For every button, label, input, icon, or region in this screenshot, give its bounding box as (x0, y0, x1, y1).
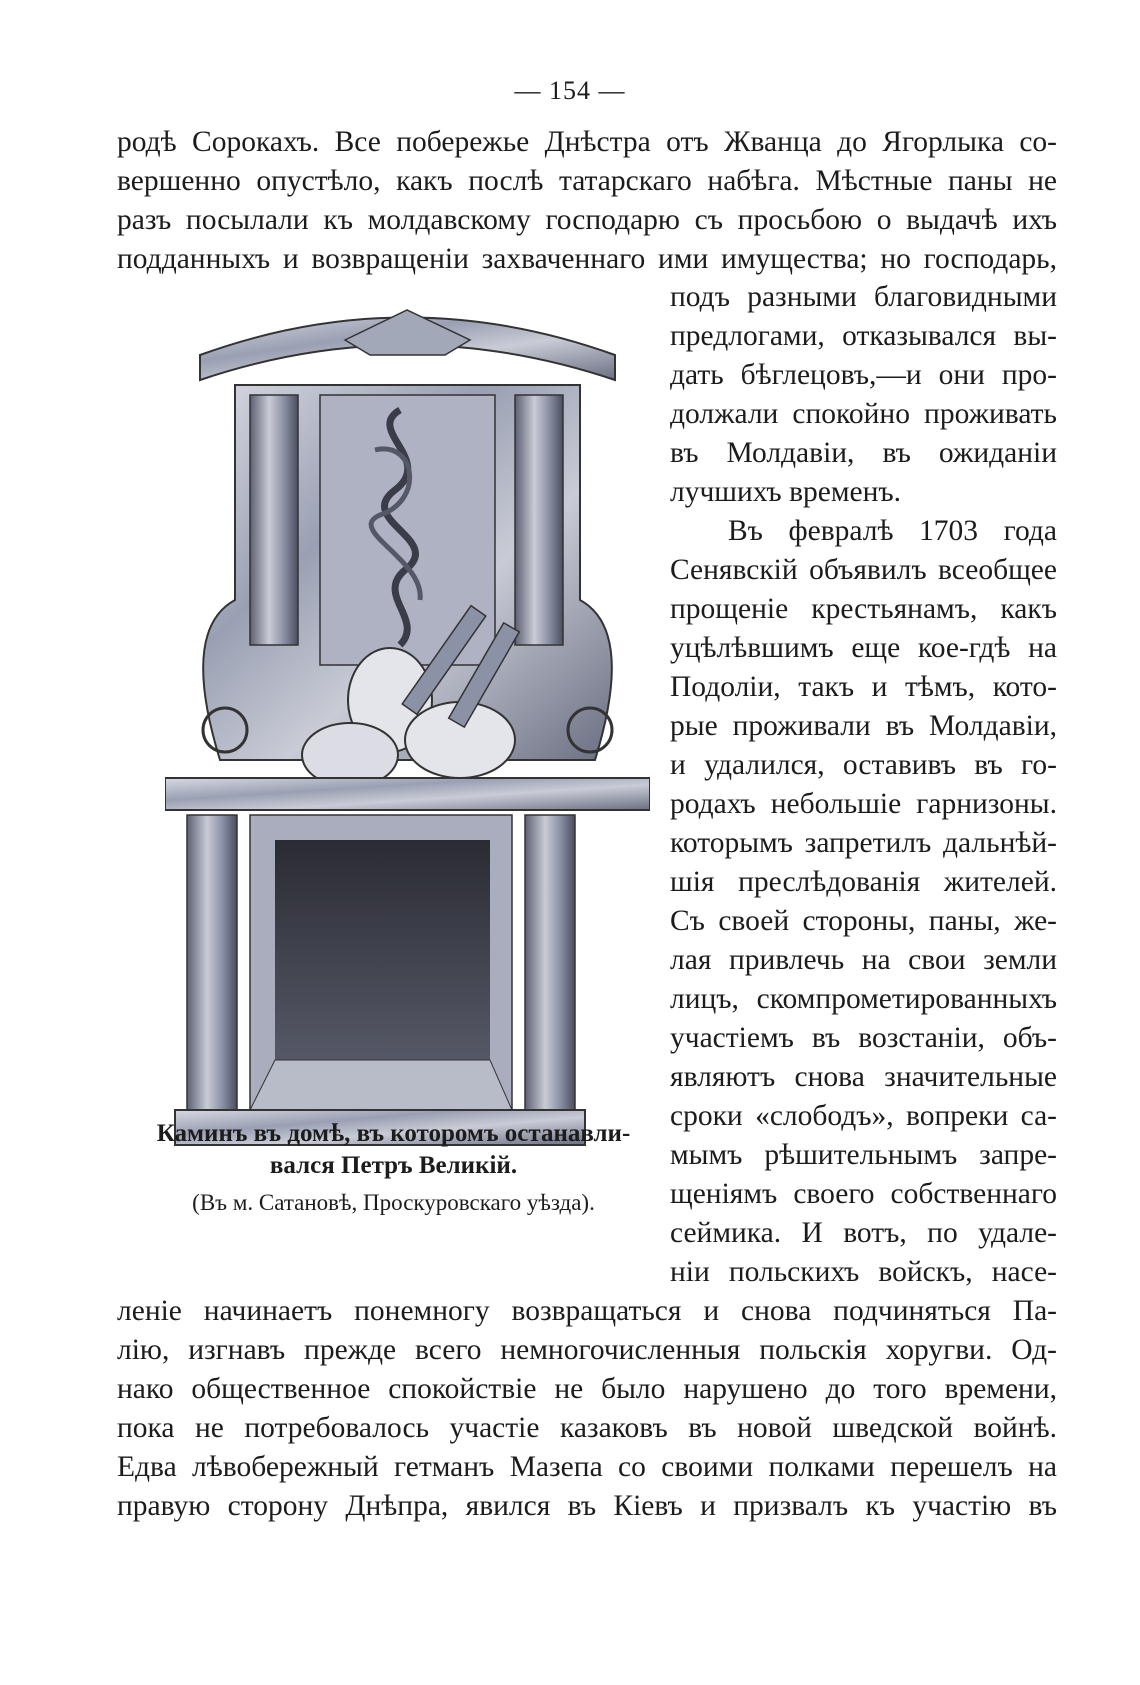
text-line: лію, изгнавъ прежде всего немногочисленныя польскія хоругви. Од- (117, 1334, 1057, 1366)
figure-caption: Каминъ въ домѣ, въ которомъ останавли- (156, 1120, 631, 1147)
text-line: уцѣлѣвшимъ еще кое-гдѣ на (670, 632, 1057, 664)
text-line: мымъ рѣшительнымъ запре- (670, 1139, 1057, 1171)
text-line: дать бѣглецовъ,—и они про- (670, 359, 1057, 391)
text-line: ніи польскихъ войскъ, насе- (670, 1256, 1057, 1288)
text-line: разъ посылали къ молдавскому господарю съ просьбою о выдачѣ ихъ (117, 204, 1057, 236)
text-line: и удалился, оставивъ въ го- (670, 749, 1057, 781)
text-line: правую сторону Днѣпра, явился въ Кіевъ и призвалъ къ участію въ (117, 1490, 1057, 1522)
fireplace-illustration (165, 300, 650, 1200)
text-line: пока не потребовалось участіе казаковъ въ новой шведской войнѣ. (117, 1412, 1057, 1444)
text-line: шія преслѣдованія жителей. (670, 866, 1057, 898)
text-line: леніе начинаетъ понемногу возвращаться и снова подчиняться Па- (117, 1295, 1057, 1327)
text-line: подданныхъ и возвращеніи захваченнаго ими имущества; но господарь, (117, 243, 1057, 275)
text-line: сроки «слободъ», вопреки са- (670, 1100, 1057, 1132)
text-line: предлогами, отказывался вы- (670, 320, 1057, 352)
text-line: вершенно опустѣло, какъ послѣ татарскаго набѣга. Мѣстные паны не (117, 165, 1057, 197)
text-line: лицъ, скомпрометированныхъ (670, 983, 1057, 1015)
text-line: Едва лѣвобережный гетманъ Мазепа со своими полками перешелъ на (117, 1451, 1057, 1483)
text-line: являютъ снова значительные (670, 1061, 1057, 1093)
text-line: участіемъ въ возстаніи, объ- (670, 1022, 1057, 1054)
figure-caption: вался Петръ Великій. (269, 1152, 518, 1179)
text-line: лучшихъ временъ. (670, 476, 902, 508)
text-line: Въ февралѣ 1703 года (728, 515, 1057, 547)
text-line: Съ своей стороны, паны, же- (670, 905, 1057, 937)
figure-source: (Въ м. Сатановѣ, Проскуровскаго уѣзда). (192, 1190, 595, 1215)
text-line: въ Молдавіи, въ ожиданіи (670, 437, 1057, 469)
text-line: подъ разными благовидными (670, 281, 1057, 313)
text-line: сеймика. И вотъ, по удале- (670, 1217, 1057, 1249)
text-line: которымъ запретилъ дальнѣй- (670, 827, 1057, 859)
text-line: щеніямъ своего собственнаго (670, 1178, 1057, 1210)
text-line: Подоліи, такъ и тѣмъ, кото- (670, 671, 1057, 703)
text-line: нако общественное спокойствіе не было нарушено до того времени, (117, 1373, 1057, 1405)
text-line: родѣ Сорокахъ. Все побережье Днѣстра отъ Жванца до Ягорлыка со- (117, 126, 1057, 158)
text-line: прощеніе крестьянамъ, какъ (670, 593, 1057, 625)
page-number: — 154 — (514, 76, 626, 105)
text-line: лая привлечь на свои земли (670, 944, 1057, 976)
text-line: рые проживали въ Молдавіи, (670, 710, 1057, 742)
text-line: родахъ небольшіе гарнизоны. (670, 788, 1057, 820)
text-line: Сенявскій объявилъ всеобщее (670, 554, 1057, 586)
text-line: должали спокойно проживать (670, 398, 1057, 430)
